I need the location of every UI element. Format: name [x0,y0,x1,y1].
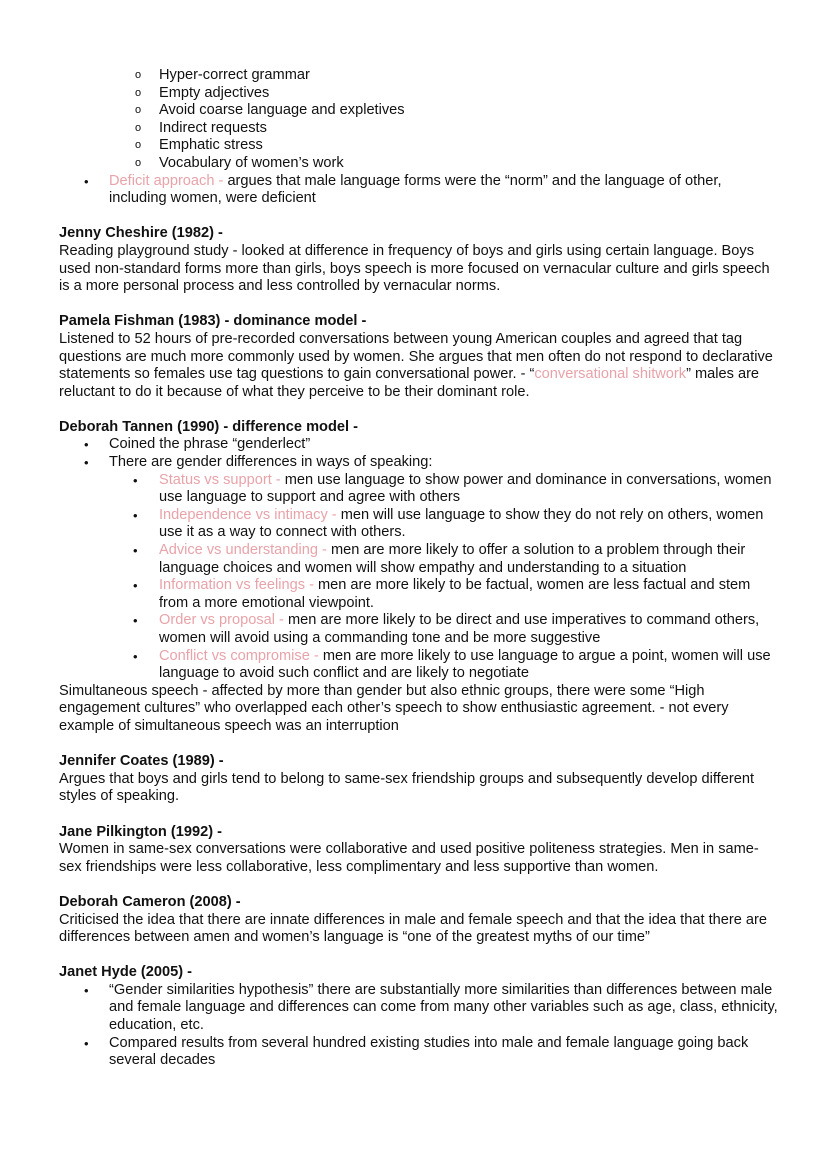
list-item: • There are gender differences in ways of speaking: [59,454,779,472]
hyde-list [59,982,779,1070]
list-item: o Avoid coarse language and expletives [59,102,779,120]
term-text: men are more likely to be direct and use imperatives to command others, women will avoid using a commanding tone and be more suggestive [159,612,760,646]
list-item [59,648,779,683]
list-item: • Coined the phrase “genderlect” [59,436,779,454]
section-hyde [59,964,779,1070]
list-item [59,472,779,507]
section-heading: Deborah Tannen (1990) - difference model - [59,418,358,435]
differences-list [59,472,779,683]
section-cheshire [59,225,779,295]
section-fishman [59,313,779,401]
term: Order vs proposal - [159,612,288,629]
list-item: o Emphatic stress [59,137,779,155]
text-before: Listened to 52 hours of pre-recorded conversations between young American couples and agreed that tag questions are much more commonly used by women. She argues that men often do not respond to declarative statements so females use tag questions to gain conversational power. - “ [59,330,773,383]
section-heading: Pamela Fishman (1983) - dominance model - [59,313,367,330]
list-item: • “Gender similarities hypothesis” there are substantially more similarities than differences between male and female language and differences can come from many other variables such as age, class, ethnicity, education, etc. [59,982,779,1035]
term: Information vs feelings - [159,577,318,594]
list-item [59,612,779,647]
section-tannen [59,419,779,736]
list-item [59,173,779,208]
list-item: • Compared results from several hundred existing studies into male and female language going back several decades [59,1035,779,1070]
simultaneous-speech-text: Simultaneous speech - affected by more than gender but also ethnic groups, there were some “High engagement cultures” who overlapped each other’s speech to show enthusiastic agreement. - not every example of simultaneous speech was an interruption [59,682,729,734]
section-heading: Jenny Cheshire (1982) - [59,225,223,242]
list-item [59,542,779,577]
tannen-list [59,436,779,471]
term: Advice vs understanding - [159,542,331,559]
deficit-text: argues that male language forms were the “norm” and the language of other, including women, were deficient [109,172,722,207]
list-item: o Empty adjectives [59,85,779,103]
term-text: men are more likely to offer a solution to a problem through their language choices and women will show empathy and understanding to a situation [159,542,746,576]
list-item [59,507,779,542]
term: Conflict vs compromise - [159,647,323,664]
section-text [59,331,779,401]
term-text: men are more likely to be factual, women are less factual and stem from a more emotional viewpoint. [159,577,751,611]
term-text: men use language to show power and dominance in conversations, women use language to support and agree with others [159,471,772,506]
section-text: Criticised the idea that there are innate differences in male and female speech and that the idea that there are differences between amen and women’s language is “one of the greatest myths of our time” [59,911,767,946]
section-heading: Jennifer Coates (1989) - [59,753,224,770]
section-text: Women in same-sex conversations were collaborative and used positive politeness strategies. Men in same-sex friendships were less collaborative, less complimentary and less supportive than women. [59,841,759,875]
list-item: o Hyper-correct grammar [59,67,779,85]
document-page [59,67,779,1070]
text-after: ” males are reluctant to do it because of what they perceive to be their dominant role. [59,366,760,400]
section-text: Argues that boys and girls tend to belong to same-sex friendship groups and subsequently develop different styles of speaking. [59,770,754,805]
term-conversational-shitwork: conversational shitwork [534,366,687,383]
deficit-list [59,173,779,208]
section-cameron [59,894,779,947]
section-heading: Jane Pilkington (1992) - [59,823,223,840]
section-coates [59,753,779,806]
section-heading: Janet Hyde (2005) - [59,964,193,981]
term-text: men will use language to show they do not rely on others, women use it as a way to connect with others. [159,506,764,541]
feature-sublist [59,67,779,173]
term-deficit: Deficit approach - [109,172,228,189]
section-heading: Deborah Cameron (2008) - [59,893,241,910]
term: Status vs support - [159,471,285,488]
list-item [59,577,779,612]
term: Independence vs intimacy - [159,506,341,523]
section-text: Reading playground study - looked at difference in frequency of boys and girls using certain language. Boys used non-standard forms more than girls, boys speech is more focused on vernacular culture and girls speech is a more personal process and less controlled by vernacular norms. [59,242,770,295]
term-text: men are more likely to use language to argue a point, women will use language to avoid such conflict and are likely to negotiate [159,647,771,682]
section-pilkington [59,824,779,877]
list-item: o Vocabulary of women’s work [59,155,779,173]
list-item: o Indirect requests [59,120,779,138]
